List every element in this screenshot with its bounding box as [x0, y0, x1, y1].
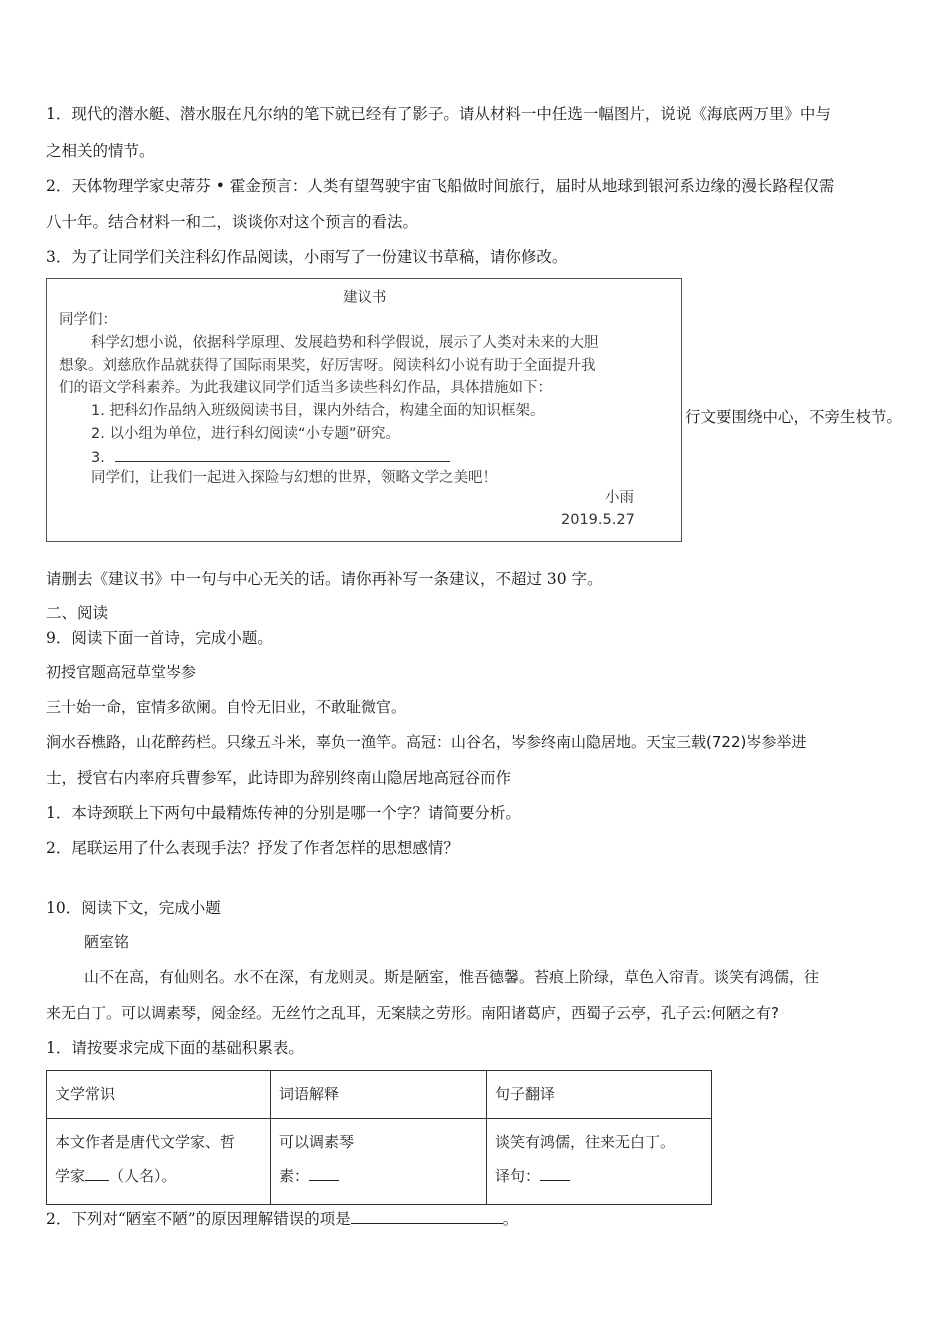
q9-heading: 9．阅读下面一首诗，完成小题。: [46, 629, 273, 647]
poem-title: 初授官题高冠草堂岑参: [46, 663, 197, 681]
q3-side-text: 行文要围绕中心，不旁生枝节。: [685, 408, 903, 426]
table-row: [47, 1119, 712, 1205]
answer-blank[interactable]: [309, 1166, 339, 1181]
q1-line2: 之相关的情节。: [46, 142, 155, 160]
table-cell-translation: [487, 1119, 712, 1205]
poem-line: 三十始一命，宦情多欲阑。自怜无旧业，不敢耻微官。: [46, 698, 407, 716]
cell-text: （人名）。: [109, 1167, 177, 1185]
letter-item-3-number: 3.: [91, 450, 105, 466]
letter-salutation: 同学们：: [59, 312, 117, 328]
accumulation-table: [46, 1070, 712, 1205]
answer-blank[interactable]: [540, 1166, 570, 1181]
cell-text: 素：: [279, 1167, 310, 1185]
letter-item-2: 2. 以小组为单位，进行科幻阅读“小专题”研究。: [91, 426, 400, 442]
text-line: 来无白丁。可以调素琴，阅金经。无丝竹之乱耳，无案牍之劳形。南阳诸葛庐，西蜀子云亭，孔子云:何陋之有?: [46, 1004, 780, 1022]
cell-text: 学家: [55, 1167, 86, 1185]
text-line: 山不在高，有仙则名。水不在深，有龙则灵。斯是陋室，惟吾德馨。苔痕上阶绿，草色入帘青。谈笑有鸿儒，往: [84, 968, 820, 986]
table-header-cell: 词语解释: [271, 1071, 487, 1119]
answer-blank[interactable]: [351, 1209, 503, 1224]
cell-text: 译句：: [495, 1167, 541, 1185]
cell-line: [279, 1159, 478, 1193]
table-cell-literature: [47, 1119, 271, 1205]
letter-date: 2019.5.27: [561, 512, 635, 528]
letter-signer: 小雨: [605, 490, 634, 506]
q9-sub2: 2．尾联运用了什么表现手法？抒发了作者怎样的思想感情？: [46, 839, 459, 857]
poem-note: 士，授官右内率府兵曹参军，此诗即为辞别终南山隐居地高冠谷而作: [46, 769, 512, 787]
cell-line: 谈笑有鸿儒，往来无白丁。: [495, 1133, 676, 1151]
cell-line: [55, 1159, 262, 1193]
letter-title: 建议书: [343, 290, 387, 306]
letter-item-1: 1. 把科幻作品纳入班级阅读书目，课内外结合，构建全面的知识框架。: [91, 403, 545, 419]
q10-sub2-suffix: 。: [502, 1210, 519, 1228]
q10-sub2-text: 2．下列对“陋室不陋”的原因理解错误的项是: [46, 1210, 351, 1228]
table-cell-word: [271, 1119, 487, 1205]
q10-heading: 10．阅读下文，完成小题: [46, 899, 221, 917]
q2-line2: 八十年。结合材料一和二，谈谈你对这个预言的看法。: [46, 213, 419, 231]
letter-item-3-blank: [115, 447, 450, 462]
q3-instruction: 请删去《建议书》中一句与中心无关的话。请你再补写一条建议，不超过 30 字。: [46, 570, 603, 588]
q2-line1: 2．天体物理学家史蒂芬 • 霍金预言：人类有望驾驶宇宙飞船做时间旅行，届时从地球到银河系边缘的漫长路程仅需: [46, 177, 835, 195]
letter-paragraph-line: 科学幻想小说，依据科学原理、发展趋势和科学假说，展示了人类对未来的大胆: [91, 335, 599, 351]
cell-line: [495, 1159, 703, 1193]
table-header-row: [47, 1071, 712, 1119]
q3-line1: 3．为了让同学们关注科幻作品阅读，小雨写了一份建议书草稿，请你修改。: [46, 248, 568, 266]
q10-sub1: 1．请按要求完成下面的基础积累表。: [46, 1039, 304, 1057]
cell-line: 本文作者是唐代文学家、哲: [55, 1133, 236, 1151]
table-header-cell: 句子翻译: [487, 1071, 712, 1119]
poem-line: 涧水吞樵路，山花醉药栏。只缘五斗米，辜负一渔竿。高冠：山谷名，岑参终南山隐居地。天宝三载(722)岑参举进: [46, 733, 807, 751]
q9-sub1: 1．本诗颈联上下两句中最精炼传神的分别是哪一个字？请简要分析。: [46, 804, 521, 822]
letter-closing: 同学们，让我们一起进入探险与幻想的世界，领略文学之美吧！: [91, 470, 497, 486]
table-header-cell: 文学常识: [47, 1071, 271, 1119]
text-title: 陋室铭: [84, 933, 130, 951]
q10-sub2: [46, 1209, 518, 1229]
proposal-letter-image: [46, 278, 682, 542]
letter-paragraph-line: 想象。刘慈欣作品就获得了国际雨果奖，好厉害呀。阅读科幻小说有助于全面提升我: [59, 358, 596, 374]
answer-blank[interactable]: [85, 1166, 109, 1181]
cell-line: 可以调素琴: [279, 1133, 355, 1151]
letter-paragraph-line: 们的语文学科素养。为此我建议同学们适当多读些科幻作品，具体措施如下：: [59, 380, 552, 396]
q1-line1: 1．现代的潜水艇、潜水服在凡尔纳的笔下就已经有了影子。请从材料一中任选一幅图片，说说《海底两万里》中与: [46, 105, 831, 123]
section-heading: 二、阅读: [46, 604, 109, 622]
letter-item-3: [91, 447, 450, 467]
